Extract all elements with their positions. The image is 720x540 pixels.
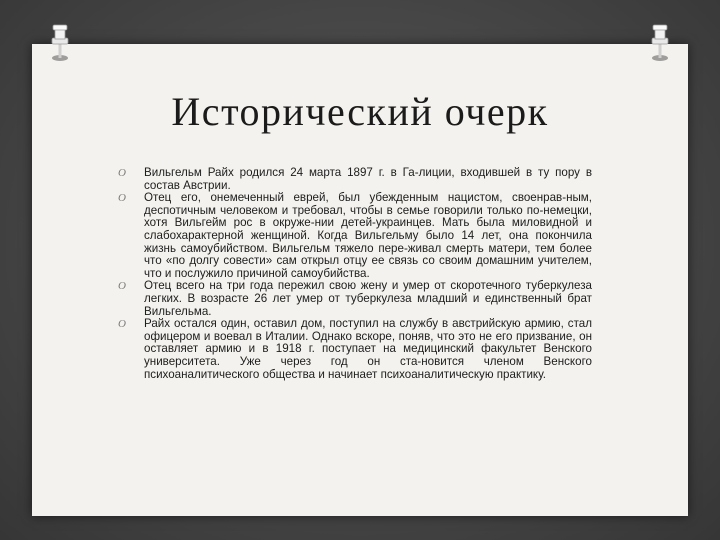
- pushpin-icon: [47, 24, 73, 64]
- bullet-text: Райх остался один, оставил дом, поступил на службу в австрийскую армию, стал офицером и воевал в Италии. Однако вскоре, поняв, что это не его призвание, он оставляет армию и в 1918 г. поступает на медицинский факультет Венского университета. Уже через год он ста-новится членом Венского психоаналитического общества и начинает психоаналитическую практику.: [144, 317, 592, 381]
- bullet-marker-icon: O: [118, 192, 126, 205]
- list-item: [118, 192, 592, 280]
- list-item: [118, 280, 592, 318]
- list-item: [118, 167, 592, 192]
- bullet-text: Вильгельм Райх родился 24 марта 1897 г. в Га-лиции, входившей в ту пору в состав Австрии.: [144, 166, 592, 192]
- list-item: [118, 318, 592, 381]
- bullet-text: Отец всего на три года пережил свою жену и умер от скоротечного туберкулеза легких. В возрасте 26 лет умер от туберкулеза младший и единственный брат Вильгельма.: [144, 279, 592, 318]
- bullet-marker-icon: O: [118, 280, 126, 293]
- bullet-marker-icon: O: [118, 318, 126, 331]
- pushpin-icon: [647, 24, 673, 64]
- bullet-marker-icon: O: [118, 167, 126, 179]
- bullet-text: Отец его, онемеченный еврей, был убежденным нацистом, своенрав-ным, деспотичным человеком и требовал, чтобы в семье говорили только по-немецки, хотя Вильгейм рос в окруже-нии детей-украинцев. Мать была миловидной и слабохарактерной женщиной. Когда Вильгельму было 14 лет, она покончила жизнь самоубийством. Вильгельм тяжело пере-живал смерть матери, тем более что «по долгу совести» сам открыл отцу ее связь со своим домашним учителем, что и послужило причиной самоубийства.: [144, 191, 592, 280]
- bullet-list: [118, 167, 592, 381]
- slide-title: Исторический очерк: [171, 89, 549, 134]
